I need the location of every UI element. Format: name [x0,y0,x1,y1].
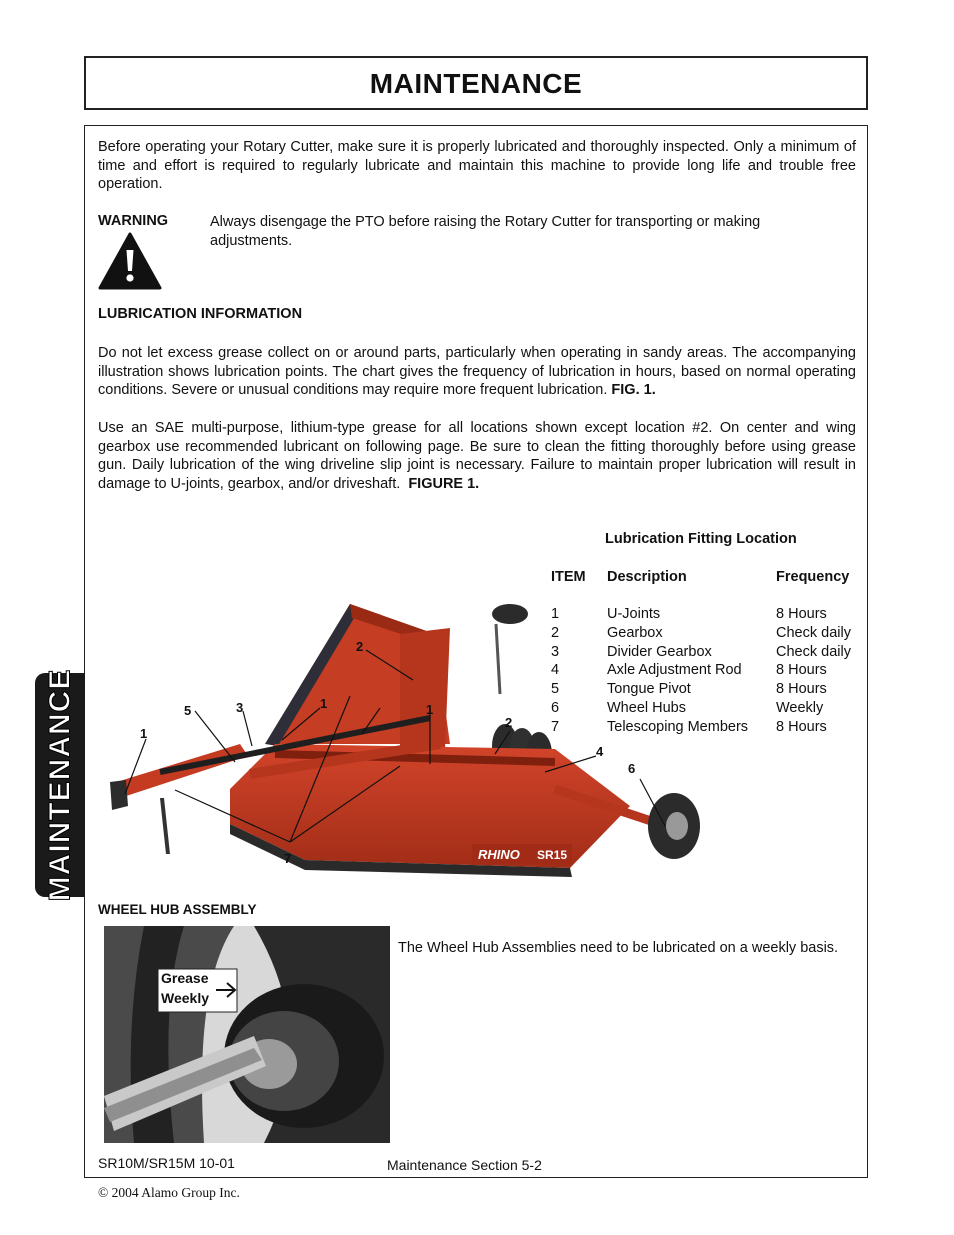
frequency-cell: 8 Hours [776,681,827,698]
item-cell: 6 [551,699,560,716]
col-header-description: Description [607,569,687,585]
callout-7: 7 [284,851,292,866]
callout-6: 6 [628,761,636,776]
item-cell: 7 [551,718,560,735]
frequency-cell: Check daily [776,643,851,660]
wheel-hub-text: The Wheel Hub Assemblies need to be lubricated on a weekly basis. [398,940,839,956]
fig-reference-1: FIG. 1. [611,382,656,399]
lubrication-text-2: Use an SAE multi-purpose, lithium-type grease for all locations shown except location #2. On center and wing gearbox use recommended lubricant on following page. Be sure to clean the fitting thoroughly before using grease gun. Daily lubrication of the wing driveline slip joint is necessary. Failure to maintain proper lubrication will result in damage to U-joints, gearbox, and/or driveshaft. [98,420,856,492]
lubrication-paragraph-1 [98,344,856,400]
intro-paragraph: Before operating your Rotary Cutter, make sure it is properly lubricated and thoroughly inspected. Only a minimum of time and effort is required to regularly lubricate and maintain this machine to provide long life and trouble free operation. [98,139,856,193]
description-cell: U-Joints [607,606,661,622]
side-tab-label: MAINTENANCE [43,668,77,902]
callout-1-left: 1 [320,696,328,711]
side-tab-text [35,668,85,902]
rotary-cutter-illustration [100,584,710,890]
model-text: SR15 [537,848,568,862]
frequency-cell: Check daily [776,624,851,641]
front-right-wheel [648,793,700,859]
item-cell: 1 [551,606,560,622]
description-cell: Axle Adjustment Rod [607,662,742,679]
item-cell: 3 [551,643,560,660]
description-cell: Gearbox [607,624,663,641]
warning-text: Always disengage the PTO before raising the Rotary Cutter for transporting or making adjustments. [210,214,761,249]
wheel-hub-heading: WHEEL HUB ASSEMBLY [98,902,257,917]
item-cell: 4 [551,662,560,679]
description-cell: Tongue Pivot [607,681,691,698]
item-cell: 2 [551,624,560,641]
col-header-item: ITEM [551,569,586,585]
brand-text: RHINO [478,847,520,862]
lubrication-paragraph-2 [98,419,856,493]
description-cell: Telescoping Members [607,718,749,735]
description-cell: Divider Gearbox [607,643,712,660]
warning-triangle-icon [97,231,163,291]
lubrication-text-1: Do not let excess grease collect on or around parts, particularly when operating in sandy areas. The accompanying illustration shows lubrication points. The chart gives the frequency of lubrication in hours, based on normal operating conditions. Severe or unusual conditions may require more frequent lubrication. [98,345,856,399]
warning-label: WARNING [98,213,169,229]
callout-4: 4 [596,744,604,759]
callout-2-top: 2 [356,639,364,654]
frequency-cell: 8 Hours [776,606,827,622]
lubrication-heading: LUBRICATION INFORMATION [98,306,303,322]
fig-reference-2: FIGURE 1. [408,475,480,492]
callout-3: 3 [236,700,244,715]
callout-1-hitch: 1 [140,726,148,741]
wheel-hub-photo [104,926,390,1143]
page-title: MAINTENANCE [369,68,583,99]
frequency-cell: Weekly [776,699,824,716]
callout-1-right: 1 [426,702,434,717]
col-header-frequency: Frequency [776,569,850,585]
callout-2-right: 2 [505,715,513,730]
fitting-table-title: Lubrication Fitting Location [605,531,797,547]
footer-copyright: © 2004 Alamo Group Inc. [98,1185,240,1200]
footer-model: SR10M/SR15M 10-01 [98,1155,235,1171]
grease-label-line2: Weekly [161,990,209,1006]
frequency-cell: 8 Hours [776,662,827,679]
description-cell: Wheel Hubs [607,699,686,716]
item-cell: 5 [551,681,560,698]
frequency-cell: 8 Hours [776,718,827,735]
callout-5: 5 [184,703,192,718]
grease-label-line1: Grease [161,970,209,986]
footer-section: Maintenance Section 5-2 [387,1157,542,1173]
